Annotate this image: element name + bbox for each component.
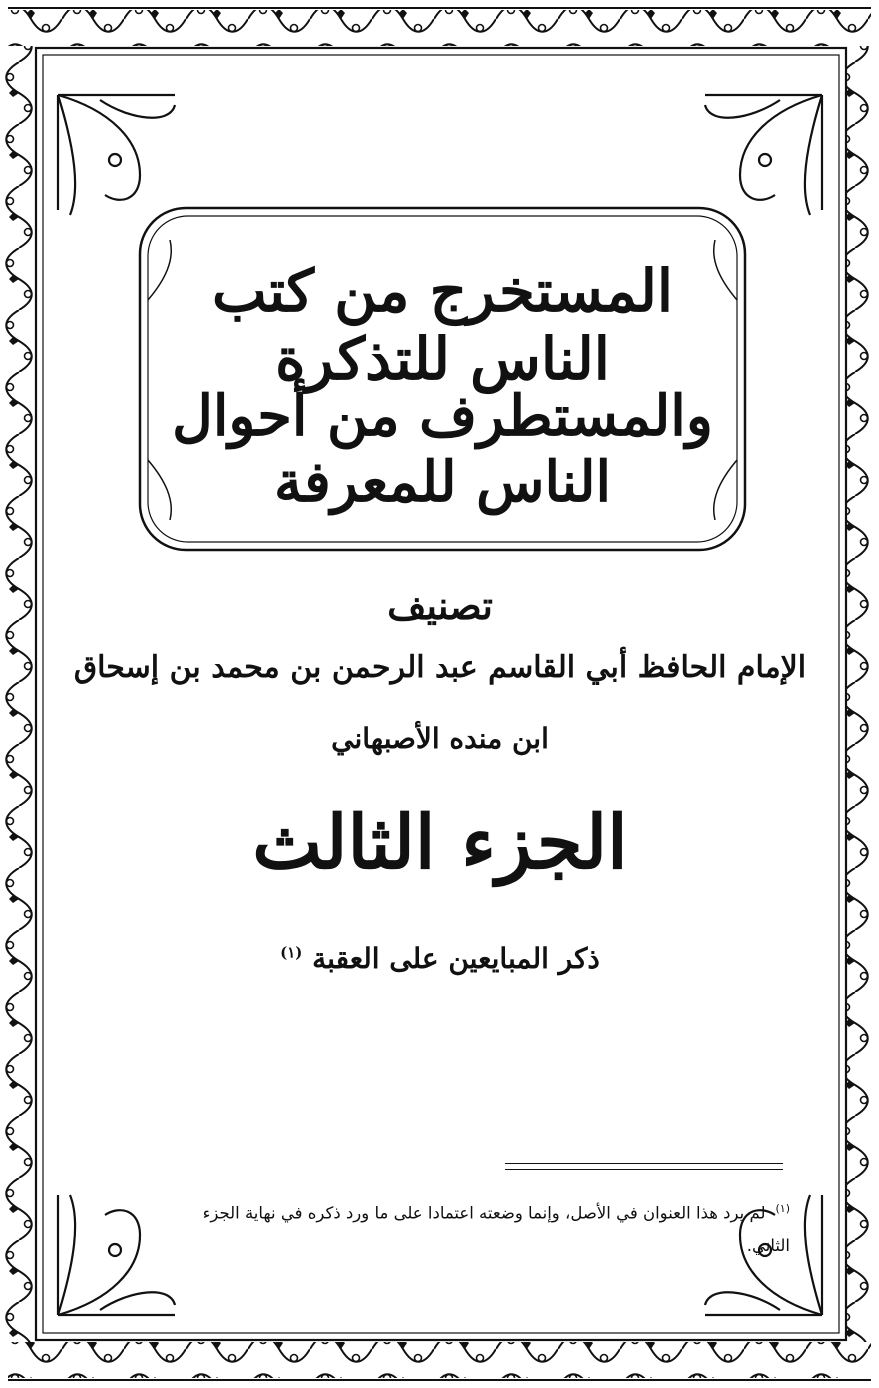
section-subtitle <box>60 942 820 975</box>
author-name-line-2: ابن منده الأصبهاني <box>331 722 549 755</box>
footnote-marker: (١) <box>775 1202 790 1215</box>
subtitle-text: ذكر المبايعين على العقبة <box>312 942 600 975</box>
title-line-1: المستخرج من كتب الناس للتذكرة <box>211 257 674 393</box>
title-block <box>140 205 745 550</box>
footnote-divider-thin <box>505 1169 783 1170</box>
title-line-2: والمستطرف من أحوال الناس للمعرفة <box>172 383 713 515</box>
footnote-reference[interactable]: (١) <box>280 943 303 962</box>
author-name-line-1: الإمام الحافظ أبي القاسم عبد الرحمن بن محمد بن إسحاق <box>73 650 807 685</box>
author-label: تصنيف <box>387 583 493 628</box>
footnote-text: لم يرد هذا العنوان في الأصل، وإنما وضعته اعتمادا على ما ورد ذكره في نهاية الجزء الثاني. <box>202 1203 790 1255</box>
volume-title: الجزء الثالث <box>252 800 628 886</box>
footnote <box>180 1193 790 1262</box>
footnote-divider <box>505 1163 783 1164</box>
